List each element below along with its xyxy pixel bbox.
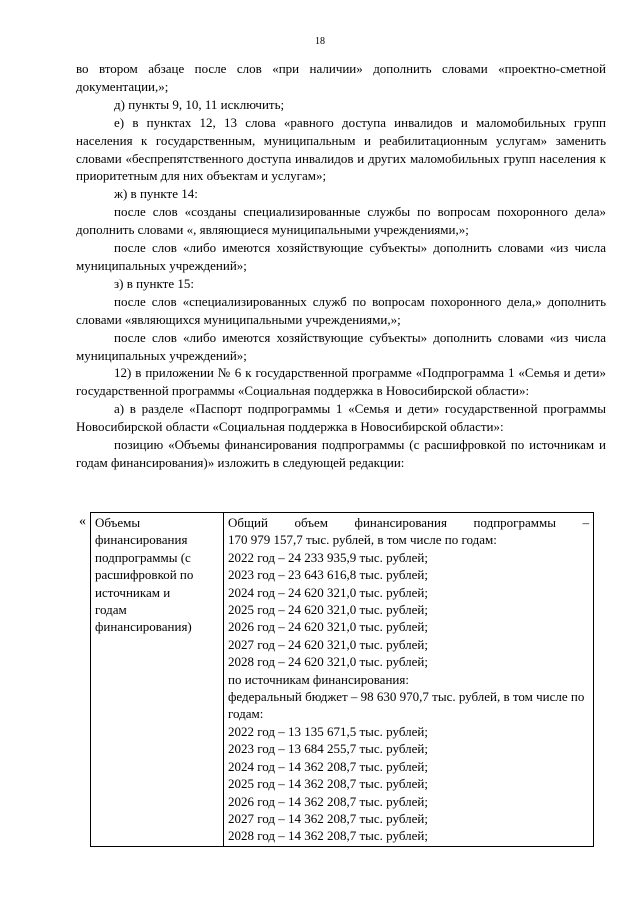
- financing-table: [90, 512, 594, 847]
- paragraph: после слов «созданы специализированные службы по вопросам похоронного дела» дополнить словами «, являющиеся муниципальными учреждениями,»;: [76, 204, 606, 238]
- federal-year-line: 2024 год – 14 362 208,7 тыс. рублей;: [228, 758, 428, 774]
- total-year-line: 2027 год – 24 620 321,0 тыс. рублей;: [228, 636, 428, 652]
- federal-year-line: 2025 год – 14 362 208,7 тыс. рублей;: [228, 776, 428, 792]
- paragraph: е) в пунктах 12, 13 слова «равного доступа инвалидов и маломобильных групп населения к государственным, муниципальным и реабилитационным услугам» заменить словами «беспрепятственного доступа инвалидов и других маломобильных групп населения к приоритетным для них объектам и услугам»;: [76, 114, 606, 184]
- table-row: [91, 513, 594, 847]
- total-financing-line-1: Общий объем финансирования подпрограммы –: [228, 515, 589, 530]
- page-number: 18: [315, 36, 325, 47]
- label-line: финансирования): [95, 619, 192, 635]
- sources-heading: по источникам финансирования:: [228, 671, 409, 687]
- federal-year-line: 2022 год – 13 135 671,5 тыс. рублей;: [228, 723, 428, 739]
- federal-budget-line: федеральный бюджет – 98 630 970,7 тыс. рублей, в том числе по годам:: [228, 689, 585, 722]
- opening-quote-mark: «: [79, 514, 86, 529]
- label-line: подпрограммы (с: [95, 549, 191, 565]
- total-year-line: 2022 год – 24 233 935,9 тыс. рублей;: [228, 549, 428, 565]
- financing-label-cell: [91, 513, 224, 847]
- paragraph: во втором абзаце после слов «при наличии» дополнить словами «проектно-сметной документации,»;: [76, 61, 606, 94]
- label-line: источникам и: [95, 584, 171, 600]
- paragraph: позицию «Объемы финансирования подпрограммы (с расшифровкой по источникам и годам финансирования)» изложить в следующей редакции:: [76, 437, 606, 470]
- total-year-line: 2025 год – 24 620 321,0 тыс. рублей;: [228, 602, 428, 618]
- paragraph: после слов «специализированных служб по вопросам похоронного дела,» дополнить словами «являющихся муниципальными учреждениями,»;: [76, 293, 606, 327]
- paragraph: после слов «либо имеются хозяйствующие субъекты» дополнить словами «из числа муниципальных учреждений»;: [76, 329, 606, 363]
- total-financing-line-2: 170 979 157,7 тыс. рублей, в том числе по годам:: [228, 532, 497, 548]
- label-line: Объемы: [95, 515, 141, 530]
- label-line: годам: [95, 602, 127, 618]
- paragraph: д) пункты 9, 10, 11 исключить;: [114, 96, 285, 112]
- total-year-line: 2024 год – 24 620 321,0 тыс. рублей;: [228, 584, 428, 600]
- federal-year-line: 2027 год – 14 362 208,7 тыс. рублей;: [228, 810, 428, 826]
- body-text: [76, 60, 606, 472]
- total-year-line: 2023 год – 23 643 616,8 тыс. рублей;: [228, 567, 428, 583]
- paragraph: з) в пункте 15:: [114, 275, 194, 291]
- federal-year-line: 2023 год – 13 684 255,7 тыс. рублей;: [228, 741, 428, 757]
- federal-years-list: [228, 723, 589, 845]
- total-years-list: [228, 549, 589, 671]
- paragraph: а) в разделе «Паспорт подпрограммы 1 «Семья и дети» государственной программы Новосибирской области «Социальная поддержка в Новосибирской области»:: [76, 401, 606, 435]
- paragraph: ж) в пункте 14:: [114, 186, 198, 202]
- total-year-line: 2028 год – 24 620 321,0 тыс. рублей;: [228, 654, 428, 670]
- total-year-line: 2026 год – 24 620 321,0 тыс. рублей;: [228, 619, 428, 635]
- label-line: расшифровкой по: [95, 567, 194, 583]
- paragraph: 12) в приложении № 6 к государственной программе «Подпрограмма 1 «Семья и дети» государственной программы «Социальная поддержка в Новосибирской области»:: [76, 365, 606, 399]
- paragraph: после слов «либо имеются хозяйствующие субъекты» дополнить словами «из числа муниципальных учреждений»;: [76, 240, 606, 273]
- federal-year-line: 2026 год – 14 362 208,7 тыс. рублей;: [228, 793, 428, 809]
- financing-value-cell: [224, 513, 594, 847]
- federal-year-line: 2028 год – 14 362 208,7 тыс. рублей;: [228, 828, 428, 844]
- label-line: финансирования: [95, 532, 188, 548]
